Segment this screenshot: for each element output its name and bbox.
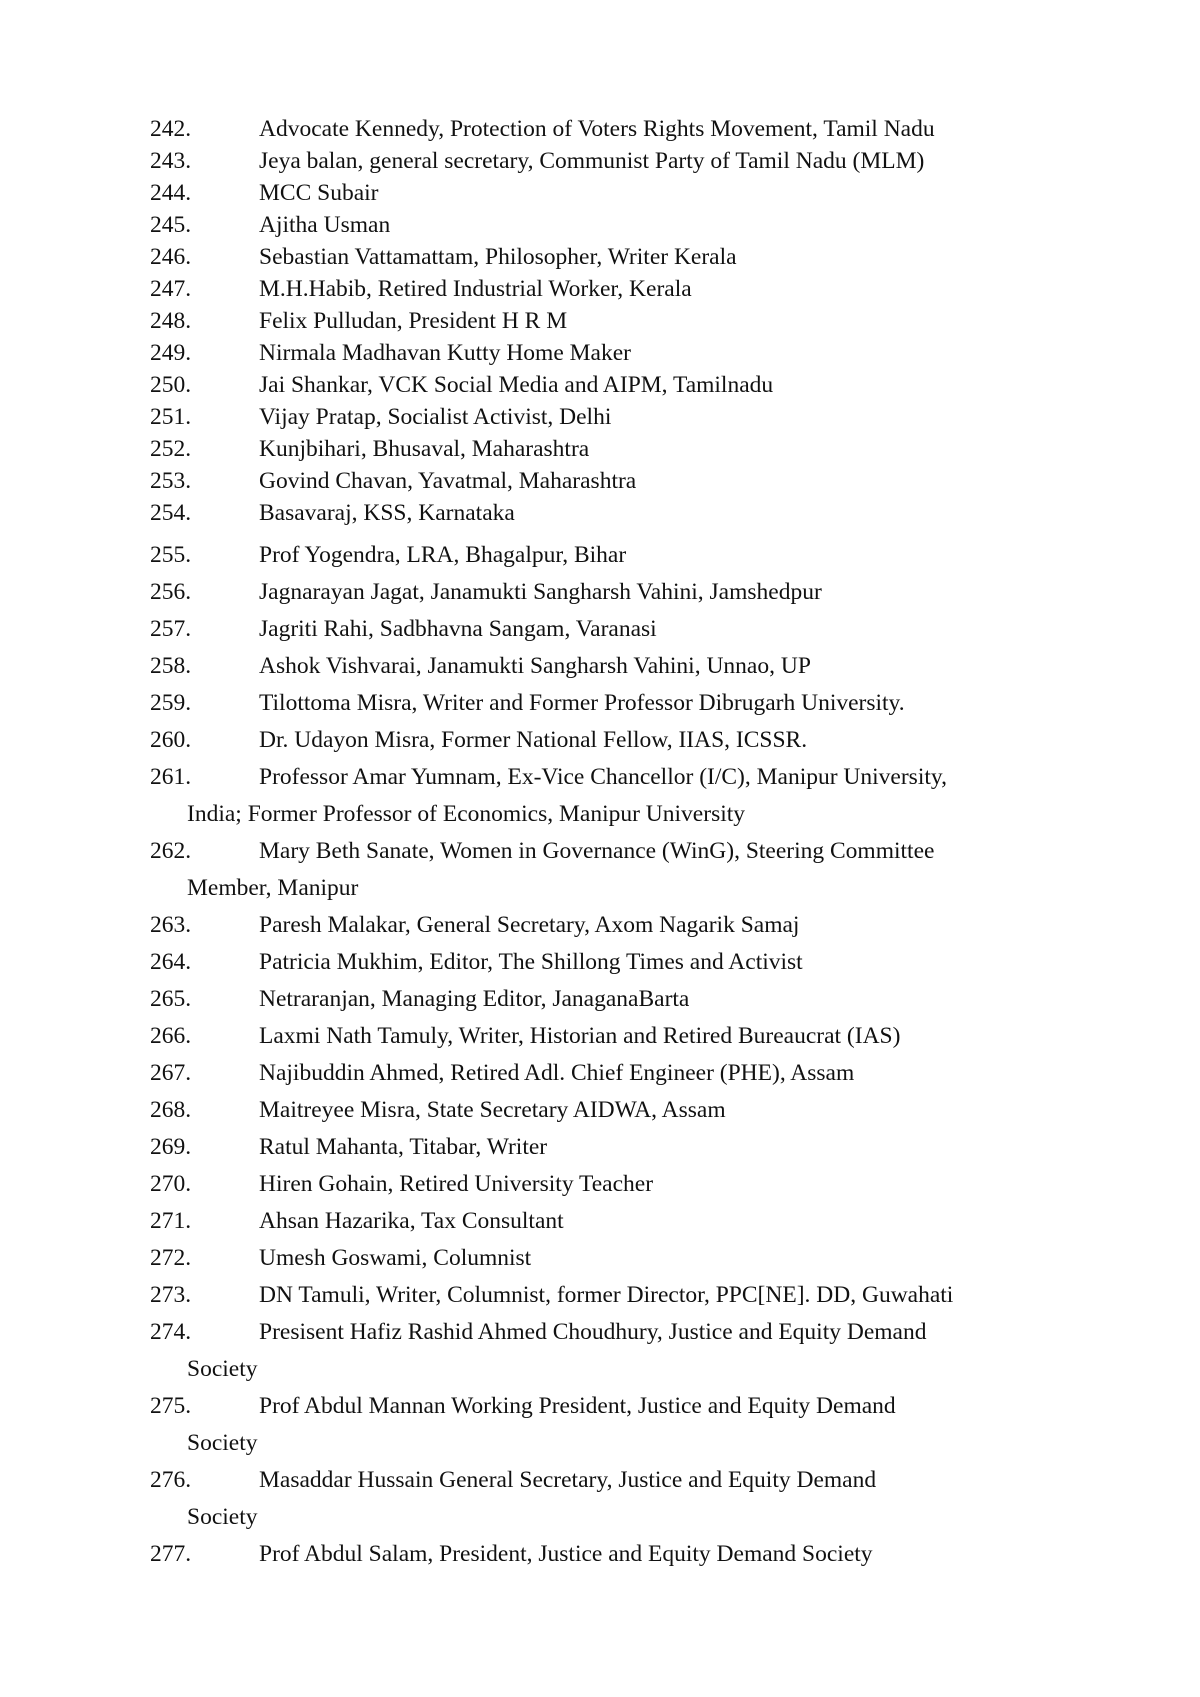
item-number: 272. [150, 1245, 192, 1271]
item-text: Felix Pulludan, President H R M [259, 308, 568, 334]
item-number: 254. [150, 500, 192, 526]
item-number: 257. [150, 616, 192, 642]
item-text: Mary Beth Sanate, Women in Governance (WinG), Steering Committee [259, 838, 935, 864]
item-number: 262. [150, 838, 192, 864]
item-number: 269. [150, 1134, 192, 1160]
item-text: Jeya balan, general secretary, Communist Party of Tamil Nadu (MLM) [259, 148, 925, 174]
item-text: Basavaraj, KSS, Karnataka [259, 500, 515, 526]
item-text: Ahsan Hazarika, Tax Consultant [259, 1208, 564, 1234]
item-number: 273. [150, 1282, 192, 1308]
item-text: Prof Abdul Salam, President, Justice and Equity Demand Society [259, 1541, 873, 1567]
item-text: Govind Chavan, Yavatmal, Maharashtra [259, 468, 637, 494]
item-text: Jagriti Rahi, Sadbhavna Sangam, Varanasi [259, 616, 657, 642]
item-number: 258. [150, 653, 192, 679]
item-number: 260. [150, 727, 192, 753]
item-text: Advocate Kennedy, Protection of Voters Rights Movement, Tamil Nadu [259, 116, 935, 142]
item-number: 265. [150, 986, 192, 1012]
item-text-continuation: India; Former Professor of Economics, Manipur University [187, 801, 746, 827]
item-text: Prof Abdul Mannan Working President, Justice and Equity Demand [259, 1393, 896, 1419]
item-text-continuation: Member, Manipur [187, 875, 359, 901]
item-text: Presisent Hafiz Rashid Ahmed Choudhury, Justice and Equity Demand [259, 1319, 927, 1345]
item-text: Kunjbihari, Bhusaval, Maharashtra [259, 436, 590, 462]
item-text-continuation: Society [187, 1356, 258, 1382]
item-number: 248. [150, 308, 192, 334]
item-text: Tilottoma Misra, Writer and Former Professor Dibrugarh University. [259, 690, 905, 716]
item-text: Masaddar Hussain General Secretary, Justice and Equity Demand [259, 1467, 877, 1493]
item-number: 243. [150, 148, 192, 174]
item-number: 249. [150, 340, 192, 366]
item-number: 267. [150, 1060, 192, 1086]
item-number: 253. [150, 468, 192, 494]
item-number: 274. [150, 1319, 192, 1345]
item-text: Najibuddin Ahmed, Retired Adl. Chief Engineer (PHE), Assam [259, 1060, 855, 1086]
item-text: Jagnarayan Jagat, Janamukti Sangharsh Vahini, Jamshedpur [259, 579, 822, 605]
item-number: 264. [150, 949, 192, 975]
item-number: 250. [150, 372, 192, 398]
item-text: Paresh Malakar, General Secretary, Axom Nagarik Samaj [259, 912, 800, 938]
item-text: Laxmi Nath Tamuly, Writer, Historian and Retired Bureaucrat (IAS) [259, 1023, 901, 1049]
item-text: Maitreyee Misra, State Secretary AIDWA, Assam [259, 1097, 726, 1123]
item-text: Netraranjan, Managing Editor, JanaganaBarta [259, 986, 690, 1012]
item-text: Professor Amar Yumnam, Ex-Vice Chancellor (I/C), Manipur University, [259, 764, 947, 790]
item-number: 275. [150, 1393, 192, 1419]
item-number: 270. [150, 1171, 192, 1197]
item-text: Patricia Mukhim, Editor, The Shillong Times and Activist [259, 949, 803, 975]
item-text: Vijay Pratap, Socialist Activist, Delhi [259, 404, 612, 430]
item-number: 255. [150, 542, 192, 568]
item-text: Dr. Udayon Misra, Former National Fellow, IIAS, ICSSR. [259, 727, 808, 753]
item-text-continuation: Society [187, 1430, 258, 1456]
item-number: 277. [150, 1541, 192, 1567]
item-number: 276. [150, 1467, 192, 1493]
item-number: 263. [150, 912, 192, 938]
item-number: 271. [150, 1208, 192, 1234]
item-text: Prof Yogendra, LRA, Bhagalpur, Bihar [259, 542, 627, 568]
item-number: 246. [150, 244, 192, 270]
item-text: Jai Shankar, VCK Social Media and AIPM, Tamilnadu [259, 372, 774, 398]
item-number: 256. [150, 579, 192, 605]
item-number: 245. [150, 212, 192, 238]
item-text: DN Tamuli, Writer, Columnist, former Director, PPC[NE]. DD, Guwahati [259, 1282, 954, 1308]
item-number: 261. [150, 764, 192, 790]
item-text-continuation: Society [187, 1504, 258, 1530]
item-text: Umesh Goswami, Columnist [259, 1245, 532, 1271]
item-number: 266. [150, 1023, 192, 1049]
item-number: 268. [150, 1097, 192, 1123]
item-text: Sebastian Vattamattam, Philosopher, Writer Kerala [259, 244, 737, 270]
item-number: 242. [150, 116, 192, 142]
item-text: Ashok Vishvarai, Janamukti Sangharsh Vahini, Unnao, UP [259, 653, 811, 679]
item-number: 251. [150, 404, 192, 430]
item-text: Hiren Gohain, Retired University Teacher [259, 1171, 654, 1197]
item-text: M.H.Habib, Retired Industrial Worker, Kerala [259, 276, 692, 302]
item-text: Ajitha Usman [259, 212, 391, 238]
item-number: 252. [150, 436, 192, 462]
item-number: 259. [150, 690, 192, 716]
item-text: MCC Subair [259, 180, 379, 206]
item-number: 247. [150, 276, 192, 302]
item-text: Nirmala Madhavan Kutty Home Maker [259, 340, 631, 366]
item-number: 244. [150, 180, 192, 206]
item-text: Ratul Mahanta, Titabar, Writer [259, 1134, 548, 1160]
